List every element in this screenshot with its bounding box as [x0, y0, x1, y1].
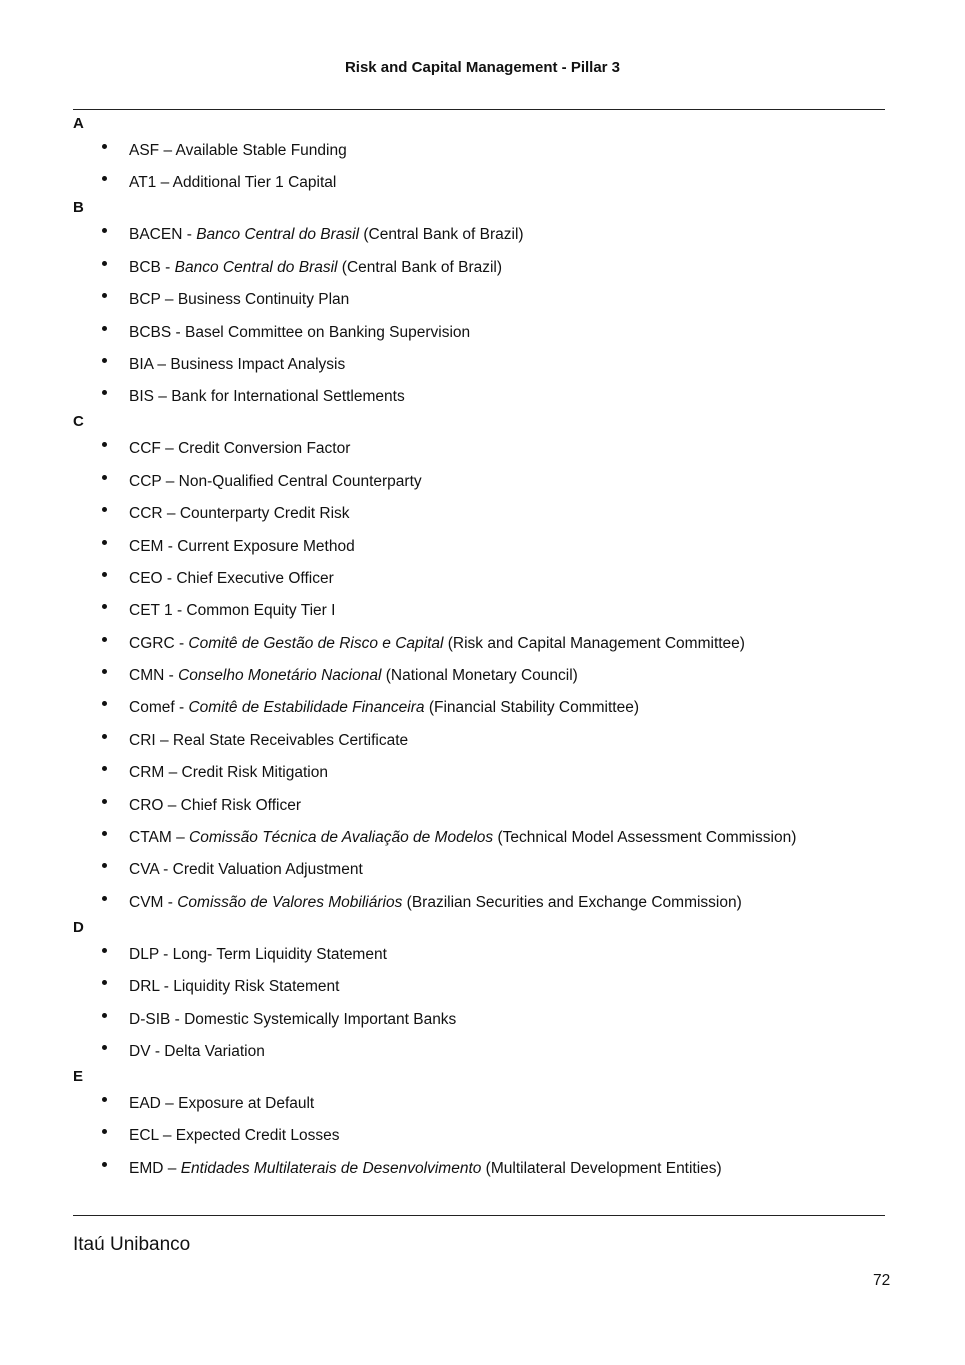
item-text: (Central Bank of Brazil): [337, 258, 503, 276]
item-term-italic: Comissão Técnica de Avaliação de Modelos: [189, 829, 494, 847]
item-text: CCR – Counterparty Credit Risk: [129, 505, 350, 523]
item-term-italic: Comissão de Valores Mobiliários: [177, 893, 403, 911]
glossary-item: [73, 941, 903, 973]
item-text: EAD – Exposure at Default: [129, 1094, 315, 1112]
glossary-item: [73, 1155, 903, 1182]
glossary-items: [73, 137, 903, 196]
glossary-item: [73, 694, 903, 726]
item-text: ECL – Expected Credit Losses: [129, 1127, 340, 1145]
glossary-items: [73, 435, 903, 915]
glossary-item: [73, 792, 903, 824]
item-term-italic: Conselho Monetário Nacional: [178, 667, 382, 685]
glossary-item: [73, 727, 903, 759]
item-text: CRO – Chief Risk Officer: [129, 796, 301, 814]
glossary-item: [73, 1006, 903, 1038]
item-text: CET 1 - Common Equity Tier I: [129, 602, 336, 620]
item-text: CVA - Credit Valuation Adjustment: [129, 861, 363, 879]
glossary-item: [73, 1038, 903, 1065]
glossary-item: [73, 889, 903, 916]
item-text: (National Monetary Council): [381, 667, 578, 685]
page-title: Risk and Capital Management - Pillar 3: [344, 59, 621, 76]
glossary-list: [73, 112, 903, 1182]
item-text: (Brazilian Securities and Exchange Commission): [402, 893, 742, 911]
glossary-item: [73, 824, 903, 856]
glossary-item: [73, 759, 903, 791]
item-text: D-SIB - Domestic Systemically Important Banks: [129, 1010, 457, 1028]
item-term-italic: Comitê de Estabilidade Financeira: [188, 699, 425, 717]
glossary-section: [73, 1065, 903, 1182]
glossary-item: [73, 351, 903, 383]
glossary-item: [73, 221, 903, 253]
glossary-section: [73, 916, 903, 1065]
item-text: (Risk and Capital Management Committee): [443, 634, 745, 652]
glossary-items: [73, 1090, 903, 1182]
section-letter: A: [73, 115, 84, 132]
item-term-italic: Comitê de Gestão de Risco e Capital: [188, 634, 444, 652]
glossary-section: [73, 196, 903, 410]
glossary-item: [73, 254, 903, 286]
item-text: CRI – Real State Receivables Certificate: [129, 731, 409, 749]
item-text: BCBS - Basel Committee on Banking Supervision: [129, 323, 471, 341]
item-text: BIA – Business Impact Analysis: [129, 355, 346, 373]
page-number: 72: [873, 1272, 891, 1289]
item-text: CEM - Current Exposure Method: [129, 537, 355, 555]
item-text: BCP – Business Continuity Plan: [129, 291, 350, 309]
item-term-italic: Entidades Multilaterais de Desenvolvimento: [180, 1159, 482, 1177]
glossary-item: [73, 856, 903, 888]
item-text: (Central Bank of Brazil): [359, 226, 524, 244]
glossary-item: [73, 286, 903, 318]
glossary-item: [73, 500, 903, 532]
glossary-item: [73, 319, 903, 351]
section-letter: C: [73, 413, 84, 431]
glossary-item: [73, 435, 903, 467]
item-text: BACEN -: [129, 226, 197, 244]
item-text: EMD –: [129, 1159, 181, 1177]
item-text: CGRC -: [129, 634, 189, 652]
glossary-item: [73, 630, 903, 662]
item-text: (Multilateral Development Entities): [481, 1159, 722, 1177]
item-text: CMN -: [129, 667, 179, 685]
glossary-item: [73, 1122, 903, 1154]
section-letter: B: [73, 199, 84, 217]
item-text: CRM – Credit Risk Mitigation: [129, 764, 328, 782]
item-text: ASF – Available Stable Funding: [129, 142, 347, 159]
section-letter: E: [73, 1067, 84, 1085]
glossary-section: [73, 410, 903, 915]
item-text: (Technical Model Assessment Commission): [493, 829, 797, 847]
item-text: BCB -: [129, 258, 175, 276]
glossary-item: [73, 973, 903, 1005]
header-divider: [73, 109, 885, 110]
footer-company: Itaú Unibanco: [73, 1234, 191, 1255]
glossary-item: [73, 662, 903, 694]
item-term-italic: Banco Central do Brasil: [174, 258, 338, 276]
item-text: Comef -: [129, 699, 189, 717]
item-text: DLP - Long- Term Liquidity Statement: [129, 945, 387, 963]
glossary-items: [73, 221, 903, 410]
glossary-item: [73, 1090, 903, 1122]
glossary-item: [73, 137, 903, 169]
glossary-item: [73, 383, 903, 410]
glossary-section: [73, 112, 903, 196]
item-text: BIS – Bank for International Settlements: [129, 388, 405, 406]
item-text: (Financial Stability Committee): [424, 699, 639, 717]
item-text: AT1 – Additional Tier 1 Capital: [129, 174, 337, 192]
item-text: CEO - Chief Executive Officer: [129, 569, 334, 587]
item-text: DV - Delta Variation: [129, 1042, 265, 1060]
glossary-item: [73, 565, 903, 597]
glossary-item: [73, 533, 903, 565]
glossary-item: [73, 597, 903, 629]
item-text: CTAM –: [129, 829, 189, 847]
item-text: CCP – Non-Qualified Central Counterparty: [129, 472, 422, 490]
item-text: DRL - Liquidity Risk Statement: [129, 978, 340, 996]
item-text: CVM -: [129, 893, 178, 911]
glossary-item: [73, 468, 903, 500]
section-letter: D: [73, 918, 84, 936]
footer-divider: [73, 1215, 885, 1216]
glossary-item: [73, 169, 903, 196]
glossary-items: [73, 941, 903, 1065]
item-text: CCF – Credit Conversion Factor: [129, 440, 351, 458]
item-term-italic: Banco Central do Brasil: [196, 226, 360, 244]
